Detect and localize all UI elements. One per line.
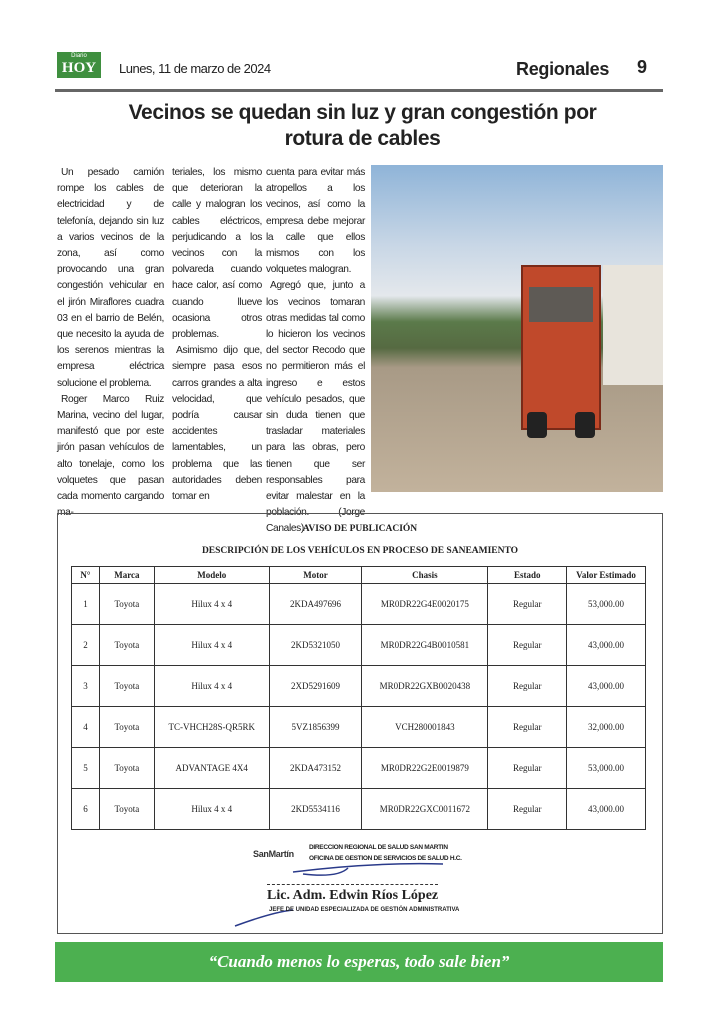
column-header: N° xyxy=(72,567,100,584)
vehicles-table xyxy=(71,566,646,830)
table-cell: 5 xyxy=(72,748,100,789)
table-cell: Toyota xyxy=(99,707,154,748)
table-cell: 2KDA497696 xyxy=(269,584,362,625)
publication-notice xyxy=(57,513,663,934)
paragraph: teriales, los mismo que deterioran la calle y malogran los cables eléctricos, perjudicando a los vecinos con la polvareda cuando hace calor, así como cuando llueve ocasiona otros problemas. xyxy=(172,167,262,341)
table-cell: 4 xyxy=(72,707,100,748)
table-cell: TC-VHCH28S-QR5RK xyxy=(154,707,269,748)
table-cell: MR0DR22G4B0010581 xyxy=(362,625,488,666)
table-cell: Hilux 4 x 4 xyxy=(154,584,269,625)
footer-quote-banner: “Cuando menos lo esperas, todo sale bien” xyxy=(55,942,663,982)
table-cell: 2 xyxy=(72,625,100,666)
table-row xyxy=(72,666,646,707)
stamp-logo: SanMartín xyxy=(253,849,294,859)
column-header: Modelo xyxy=(154,567,269,584)
table-cell: Regular xyxy=(488,584,567,625)
notice-subtitle: DESCRIPCIÓN DE LOS VEHÍCULOS EN PROCESO DE SANEAMIENTO xyxy=(201,546,519,556)
table-cell: Toyota xyxy=(99,584,154,625)
table-row xyxy=(72,584,646,625)
notice-title: AVISO DE PUBLICACIÓN xyxy=(302,524,418,534)
table-cell: MR0DR22GXB0020438 xyxy=(362,666,488,707)
table-cell: 53,000.00 xyxy=(567,584,646,625)
table-cell: 2KDA473152 xyxy=(269,748,362,789)
paragraph: cuenta para evitar más atropellos a los vecinos, así como la empresa debe mejorar la calle que ellos mismos con los volquetes malogran. xyxy=(266,167,365,276)
table-cell: 53,000.00 xyxy=(567,748,646,789)
signer-name: Lic. Adm. Edwin Ríos López xyxy=(267,884,438,904)
table-cell: Regular xyxy=(488,707,567,748)
table-cell: 2KD5534116 xyxy=(269,789,362,830)
table-cell: Regular xyxy=(488,625,567,666)
section-name: Regionales xyxy=(516,59,610,79)
issue-date: Lunes, 11 de marzo de 2024 xyxy=(119,61,271,76)
article-photo xyxy=(371,165,663,492)
table-cell: 2XD5291609 xyxy=(269,666,362,707)
table-cell: MR0DR22GXC0011672 xyxy=(362,789,488,830)
table-cell: Hilux 4 x 4 xyxy=(154,666,269,707)
table-row xyxy=(72,625,646,666)
header-rule xyxy=(55,89,663,92)
table-cell: 32,000.00 xyxy=(567,707,646,748)
page-number: 9 xyxy=(637,57,648,77)
table-cell: Hilux 4 x 4 xyxy=(154,625,269,666)
article-column-3 xyxy=(266,165,365,538)
table-cell: 6 xyxy=(72,789,100,830)
logo-small-text: Diario xyxy=(71,53,87,59)
logo-text: HOY xyxy=(61,60,97,76)
table-cell: MR0DR22G2E0019879 xyxy=(362,748,488,789)
signer-role: JEFE DE UNIDAD ESPECIALIZADA DE GESTIÓN ADMINISTRATIVA xyxy=(269,907,460,913)
table-cell: 43,000.00 xyxy=(567,789,646,830)
photo-truck xyxy=(521,265,601,430)
article-title: Vecinos se quedan sin luz y gran congestión por rotura de cables xyxy=(128,101,597,150)
table-cell: VCH280001843 xyxy=(362,707,488,748)
table-cell: ADVANTAGE 4X4 xyxy=(154,748,269,789)
paragraph: Roger Marco Ruiz Marina, vecino del lugar, manifestó que por este jirón pasan vehículos de alto tonelaje, como los volquetes que pasan cada momento cargando ma- xyxy=(57,393,164,519)
table-row xyxy=(72,789,646,830)
table-cell: Toyota xyxy=(99,748,154,789)
signature-stamp xyxy=(253,842,513,930)
table-cell: 5VZ1856399 xyxy=(269,707,362,748)
paragraph: Un pesado camión rompe los cables de electricidad y de telefonía, dejando sin luz a varios vecinos de la zona, así como provocando una gran congestión vehicular en el jirón Miraflores cuadra 03 en el barrio de Belén, que necesito la ayuda de los serenos mientras la empresa eléctrica solucione el problema. xyxy=(57,167,164,389)
table-cell: Regular xyxy=(488,748,567,789)
column-header: Chasis xyxy=(362,567,488,584)
column-header: Estado xyxy=(488,567,567,584)
column-header: Marca xyxy=(99,567,154,584)
photo-house xyxy=(603,265,663,385)
article-column-1 xyxy=(57,165,164,521)
table-cell: 1 xyxy=(72,584,100,625)
table-row xyxy=(72,707,646,748)
table-header-row xyxy=(72,567,646,584)
table-cell: Regular xyxy=(488,666,567,707)
table-cell: 43,000.00 xyxy=(567,625,646,666)
paragraph: Asimismo dijo que, siempre pasa esos carros grandes a alta velocidad, que podría causar accidentes lamentables, un problema que las autoridades deben tomar en xyxy=(172,345,262,503)
table-cell: 3 xyxy=(72,666,100,707)
newspaper-logo xyxy=(57,52,101,78)
paragraph: Agregó que, junto a los vecinos tomaran otras medidas tal como lo hicieron los vecinos del sector Recodo que no permitieron más el ingreso e estos vehículo pesados, que sin duda tienen que trasladar materiales para las obras, pero tienen que ser responsables para evitar malestar en la población. (Jorge Canales) xyxy=(266,280,365,535)
table-cell: Hilux 4 x 4 xyxy=(154,789,269,830)
column-header: Motor xyxy=(269,567,362,584)
table-cell: 2KD5321050 xyxy=(269,625,362,666)
stamp-org-line-2: OFICINA DE GESTION DE SERVICIOS DE SALUD H.C. xyxy=(309,855,462,862)
table-cell: MR0DR22G4E0020175 xyxy=(362,584,488,625)
table-cell: Toyota xyxy=(99,666,154,707)
table-row xyxy=(72,748,646,789)
table-cell: Regular xyxy=(488,789,567,830)
column-header: Valor Estimado xyxy=(567,567,646,584)
table-cell: Toyota xyxy=(99,625,154,666)
article-column-2 xyxy=(172,165,262,505)
stamp-org-line-1: DIRECCION REGIONAL DE SALUD SAN MARTIN xyxy=(309,844,448,851)
table-cell: 43,000.00 xyxy=(567,666,646,707)
table-cell: Toyota xyxy=(99,789,154,830)
